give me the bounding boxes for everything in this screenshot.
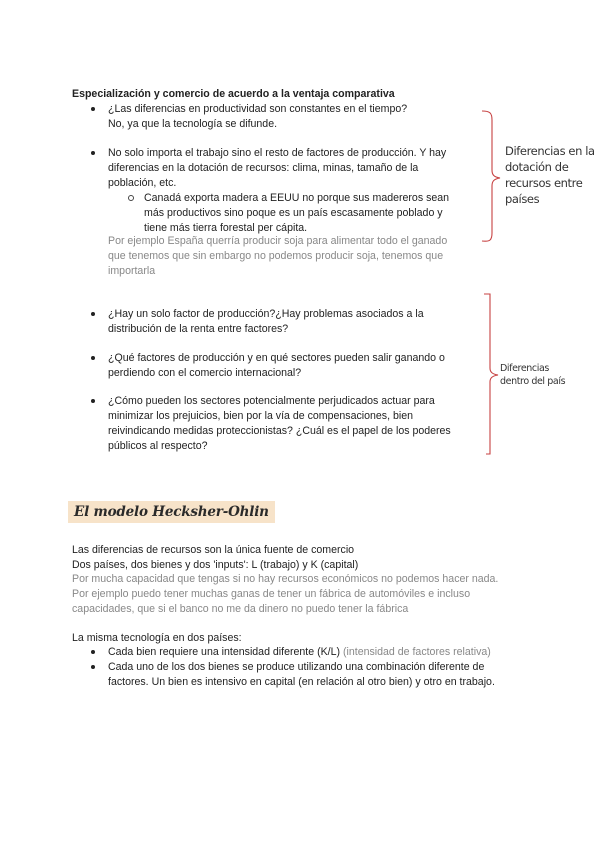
bullet-icon [91,665,95,669]
paragraph: La misma tecnología en dos países: [72,632,242,644]
paragraph: Las diferencias de recursos son la única fuente de comercio [72,544,355,556]
bullet-text: reivindicando medidas proteccionistas? ¿Cuál es el papel de los poderes [108,425,451,437]
bullet-question: ¿Las diferencias en productividad son constantes en el tiempo? [108,103,408,115]
bullet-icon [91,107,95,111]
section-title [68,505,275,521]
bullet-icon [91,650,95,654]
bullet-icon [91,151,95,155]
bullet-text: No solo importa el trabajo sino el resto de factores de producción. Y hay [108,147,447,159]
grey-note: importarla [108,265,156,277]
handwritten-annotation: Diferencias dentro del país [500,363,566,387]
grey-note: que tenemos que sin embargo no podemos producir soja, tenemos que [108,250,444,262]
bullet-answer: No, ya que la tecnología se difunde. [108,118,278,130]
bullet-text: Cada uno de los dos bienes se produce utilizando una combinación diferente de [108,661,485,673]
bullet-text: ¿Qué factores de producción y en qué sectores pueden salir ganando o [108,352,445,364]
bullet-icon [91,399,95,403]
right-brace-icon [470,108,510,248]
bullet-text: factores. Un bien es intensivo en capital (en relación al otro bien) y otro en trabajo. [108,676,495,688]
sub-bullet-text: tiene más tierra forestal per cápita. [144,222,308,234]
bullet-text: ¿Cómo pueden los sectores potencialmente perjudicados actuar para [108,395,435,407]
bullet-text: públicos al respecto? [108,440,208,452]
sub-bullet-text: Canadá exporta madera a EEUU no porque sus madereros sean [144,192,450,204]
bullet-icon [91,356,95,360]
bullet-text: ¿Hay un solo factor de producción?¿Hay problemas asociados a la [108,308,424,320]
paragraph: Dos países, dos bienes y dos 'inputs': L (trabajo) y K (capital) [72,559,359,571]
handwritten-annotation: Diferencias en la dotación de recursos entre países [505,144,595,206]
bullet-text: distribución de la renta entre factores? [108,323,289,335]
grey-note: capacidades, que si el banco no me da dinero no puedo tener la fábrica [72,603,409,615]
grey-note: Por mucha capacidad que tengas si no hay recursos económicos no podemos hacer nada. [72,573,499,585]
bullet-text: diferencias en la dotación de recursos: clima, minas, tamaño de la [108,162,419,174]
highlighted-heading: El modelo Hecksher-Ohlin [68,501,275,523]
bullet-icon [91,312,95,316]
bullet-text: Cada bien requiere una intensidad diferente (K/L) (intensidad de factores relativa) [108,646,491,658]
grey-note: Por ejemplo puedo tener muchas ganas de tener un fábrica de automóviles e incluso [72,588,471,600]
hollow-bullet-icon [128,195,134,201]
bullet-text: población, etc. [108,177,177,189]
grey-note: Por ejemplo España querría producir soja para alimentar todo el ganado [108,235,448,247]
bullet-text: minimizar los prejuicios, bien por la vía de compensaciones, bien [108,410,414,422]
sub-bullet-text: más productivos sino poque es un país escasamente poblado y [144,207,443,219]
bullet-text: perdiendo con el comercio internacional? [108,367,302,379]
section-title: Especialización y comercio de acuerdo a la ventaja comparativa [72,88,395,100]
